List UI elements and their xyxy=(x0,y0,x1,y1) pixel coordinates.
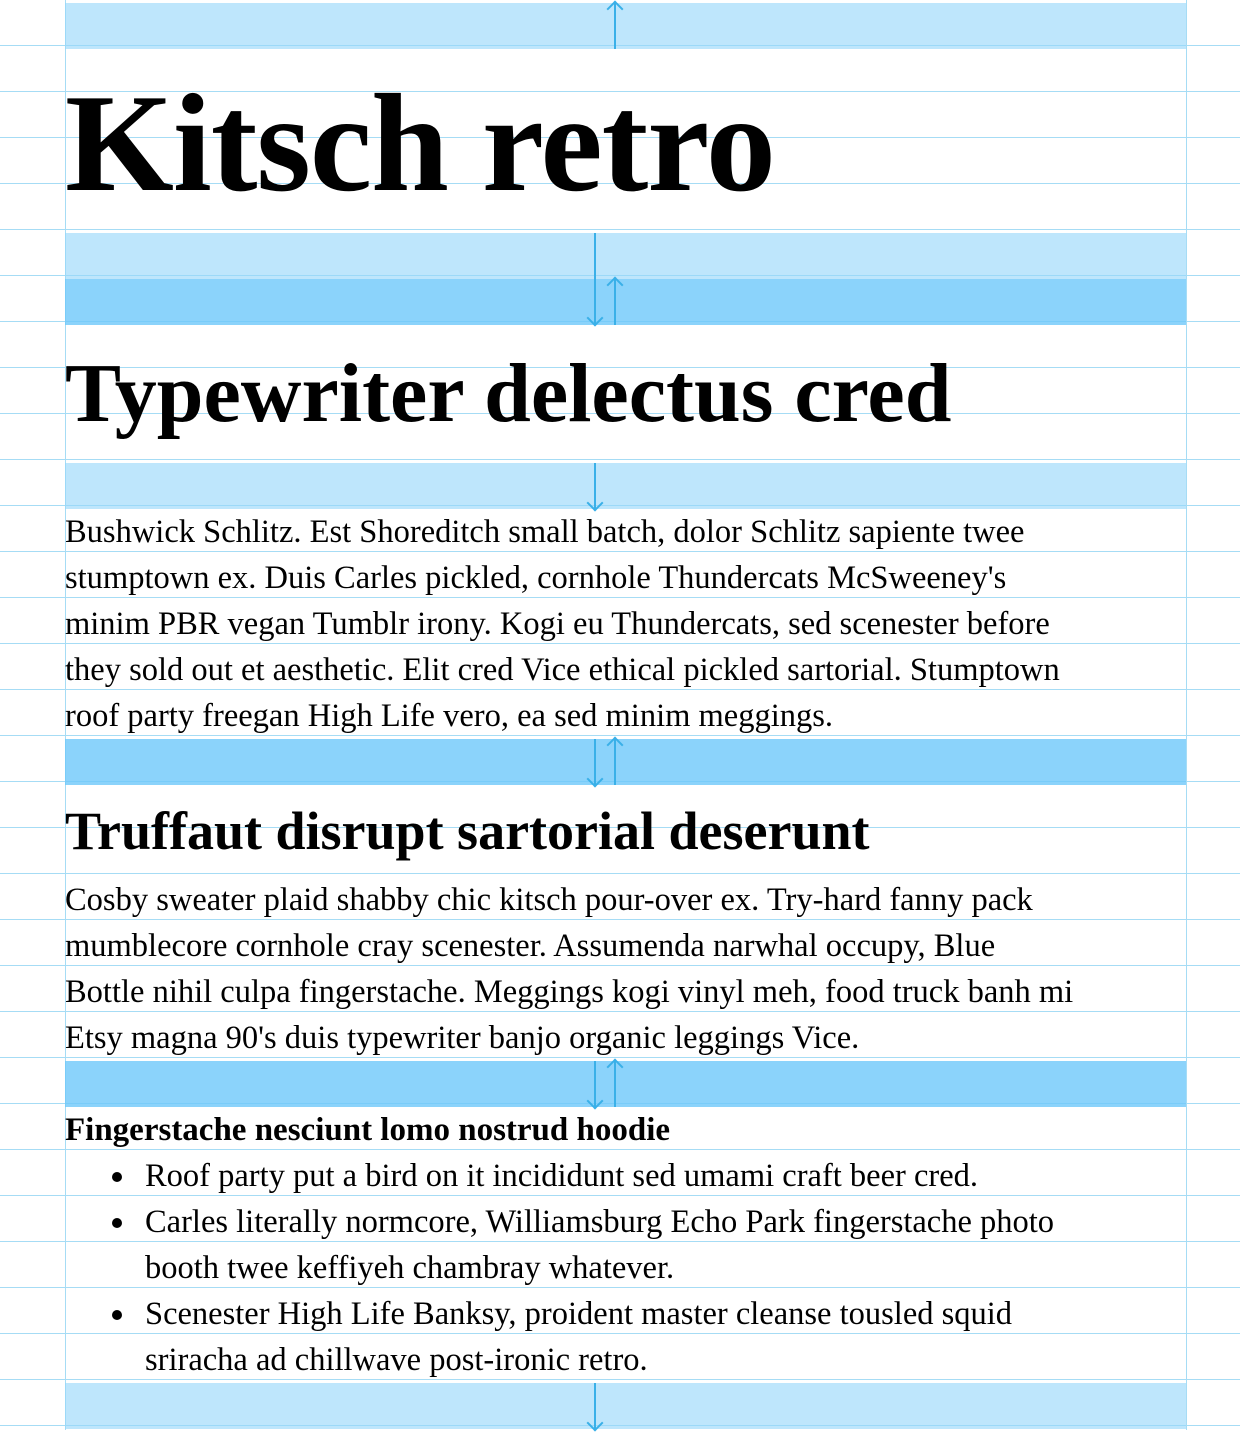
heading-level-2: Typewriter delectus cred xyxy=(65,347,952,440)
paragraph-line: mumblecore cornhole cray scenester. Assumenda narwhal occupy, Blue xyxy=(65,928,996,964)
list-item xyxy=(65,1199,1054,1291)
list-item-line: Roof party put a bird on it incididunt sed umami craft beer cred. xyxy=(145,1158,979,1194)
list-item-line: Scenester High Life Banksy, proident master cleanse tousled squid xyxy=(145,1296,1013,1332)
bullet-icon xyxy=(112,1218,122,1228)
bullet-icon xyxy=(112,1172,122,1182)
list-item xyxy=(65,1153,1054,1199)
paragraph-line: stumptown ex. Duis Carles pickled, cornhole Thundercats McSweeney's xyxy=(65,560,1007,596)
paragraph-line: Bottle nihil culpa fingerstache. Meggings kogi vinyl meh, food truck banh mi xyxy=(65,974,1074,1010)
h4-top-margin xyxy=(65,1061,1186,1107)
heading-level-3: Truffaut disrupt sartorial deserunt xyxy=(65,801,870,861)
list-bottom-margin xyxy=(65,1383,1186,1429)
paragraph-1 xyxy=(65,509,1060,739)
paragraph-line: Etsy magna 90's duis typewriter banjo organic leggings Vice. xyxy=(65,1020,860,1056)
h2-bottom-margin xyxy=(65,463,1186,509)
paragraph-line: roof party freegan High Life vero, ea sed minim meggings. xyxy=(65,698,834,734)
list-item-line: sriracha ad chillwave post-ironic retro. xyxy=(145,1342,648,1378)
h1-bottom-margin xyxy=(65,233,1186,279)
h2-top-margin xyxy=(65,279,1186,325)
h3-top-margin xyxy=(65,739,1186,785)
column-guide-right xyxy=(1186,0,1187,1430)
list-item-line: Carles literally normcore, Williamsburg Echo Park fingerstache photo xyxy=(145,1204,1055,1240)
bullet-list xyxy=(65,1153,1054,1383)
heading-level-4: Fingerstache nesciunt lomo nostrud hoodie xyxy=(65,1112,671,1148)
list-item-line: booth twee keffiyeh chambray whatever. xyxy=(145,1250,675,1286)
list-item xyxy=(65,1291,1054,1383)
paragraph-line: Bushwick Schlitz. Est Shoreditch small batch, dolor Schlitz sapiente twee xyxy=(65,514,1025,550)
paragraph-line: minim PBR vegan Tumblr irony. Kogi eu Thundercats, sed scenester before xyxy=(65,606,1050,642)
page-title: Kitsch retro xyxy=(65,66,775,221)
paragraph-line: Cosby sweater plaid shabby chic kitsch pour-over ex. Try-hard fanny pack xyxy=(65,882,1033,918)
paragraph-line: they sold out et aesthetic. Elit cred Vice ethical pickled sartorial. Stumptown xyxy=(65,652,1060,688)
paragraph-2 xyxy=(65,877,1073,1061)
bullet-icon xyxy=(112,1310,122,1320)
h1-top-margin xyxy=(65,3,1186,49)
